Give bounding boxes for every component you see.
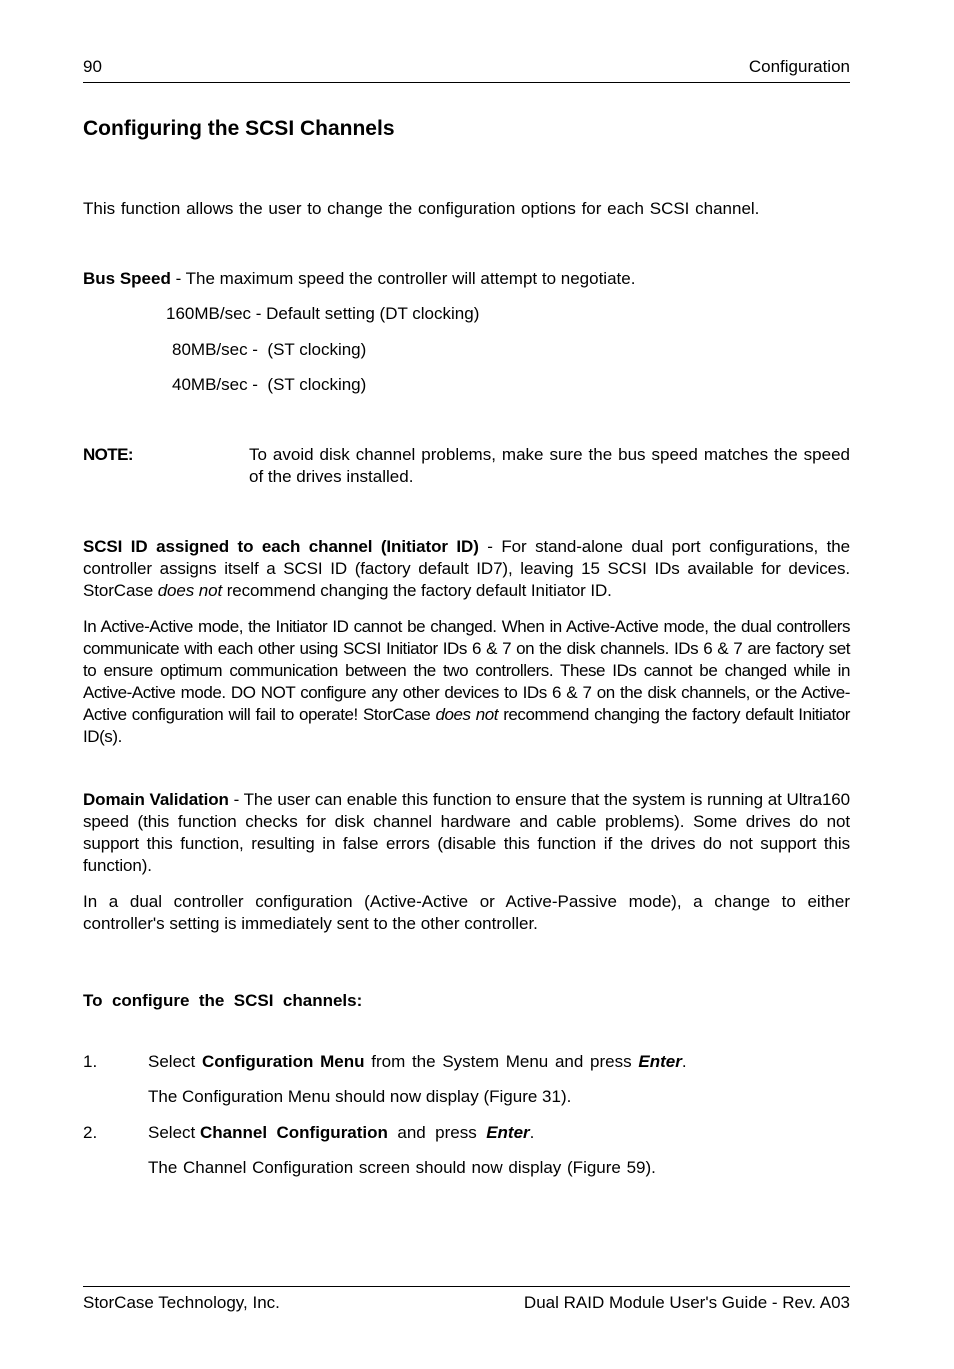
step-text: . [529, 1123, 535, 1142]
scsi-id-label: SCSI ID assigned to each channel (Initiator ID) [83, 537, 479, 556]
page-number: 90 [83, 57, 102, 76]
bus-speed-option: 40MB/sec - (ST clocking) [172, 375, 367, 394]
footer-rule [83, 1286, 850, 1287]
step-result: The Channel Configuration screen should now display (Figure 59). [148, 1158, 656, 1177]
running-header: Configuration [748, 57, 850, 76]
domain-validation-text: - The user can enable this function to ensure that the system is running at Ultra160 speed (this function checks for disk channel hardware and cable problems). Some drives do not support this function, resulting in false errors (disable this function if the drives do not support this function). [83, 790, 851, 875]
bus-speed-label: Bus Speed [83, 269, 171, 288]
key-name: Enter [638, 1052, 682, 1071]
active-active-text: In Active-Active mode, the Initiator ID cannot be changed. When in Active-Active mode, the dual controllers communicate with each other using SCSI Initiator IDs 6 & 7 on the disk channels. IDs 6 & 7 are factory set to ensure optimum communication between the two controllers. These IDs cannot be changed while in Active-Active mode. DO NOT configure any other devices to IDs 6 & 7 on the disk channels, or the Active-Active configuration will fail to operate! StorCase [83, 617, 850, 724]
step-result: The Configuration Menu should now display (Figure 31). [148, 1087, 572, 1106]
step-text: . [681, 1052, 687, 1071]
step-text: from the System Menu and press [364, 1052, 639, 1071]
emphasis: does not [435, 705, 499, 724]
active-active-text: recommend changing the factory default Initiator ID(s). [83, 705, 850, 746]
bus-speed-paragraph [83, 268, 850, 290]
domain-validation-label: Domain Validation [83, 790, 229, 809]
step-text: Select [148, 1052, 202, 1071]
dual-controller-paragraph: In a dual controller configuration (Active-Active or Active-Passive mode), a change to either controller's setting is immediately sent to the other controller. [83, 892, 850, 933]
step-instruction [148, 1122, 534, 1144]
scsi-id-text: - For stand-alone dual port configurations, the controller assigns itself a SCSI ID (factory default ID7), leaving 15 SCSI IDs available for devices. StorCase [83, 537, 851, 600]
note-label: NOTE: [83, 445, 133, 464]
scsi-id-paragraph [83, 536, 850, 602]
header-rule [83, 82, 850, 83]
footer-company: StorCase Technology, Inc. [83, 1293, 280, 1312]
menu-item-name: Channel Configuration [199, 1123, 388, 1142]
step-text: Select [148, 1123, 200, 1142]
procedure-title: To configure the SCSI channels: [83, 991, 363, 1010]
bus-speed-option: 160MB/sec - Default setting (DT clocking) [166, 304, 480, 323]
bus-speed-text: - The maximum speed the controller will attempt to negotiate. [170, 269, 636, 288]
bus-speed-option: 80MB/sec - (ST clocking) [172, 340, 367, 359]
active-active-paragraph [83, 616, 850, 748]
step-instruction [148, 1051, 687, 1073]
step-number: 2. [83, 1123, 98, 1142]
key-name: Enter [486, 1123, 530, 1142]
step-text: and press [387, 1123, 487, 1142]
domain-validation-paragraph [83, 789, 850, 877]
step-number: 1. [83, 1052, 98, 1071]
note-text: To avoid disk channel problems, make sure the bus speed matches the speed of the drives installed. [249, 445, 850, 486]
section-title: Configuring the SCSI Channels [83, 117, 395, 140]
intro-paragraph: This function allows the user to change the configuration options for each SCSI channel. [83, 199, 760, 218]
scsi-id-text: recommend changing the factory default Initiator ID. [222, 581, 612, 600]
menu-item-name: Configuration Menu [201, 1052, 365, 1071]
emphasis: does not [157, 581, 223, 600]
footer-document-title: Dual RAID Module User's Guide - Rev. A03 [523, 1293, 850, 1312]
